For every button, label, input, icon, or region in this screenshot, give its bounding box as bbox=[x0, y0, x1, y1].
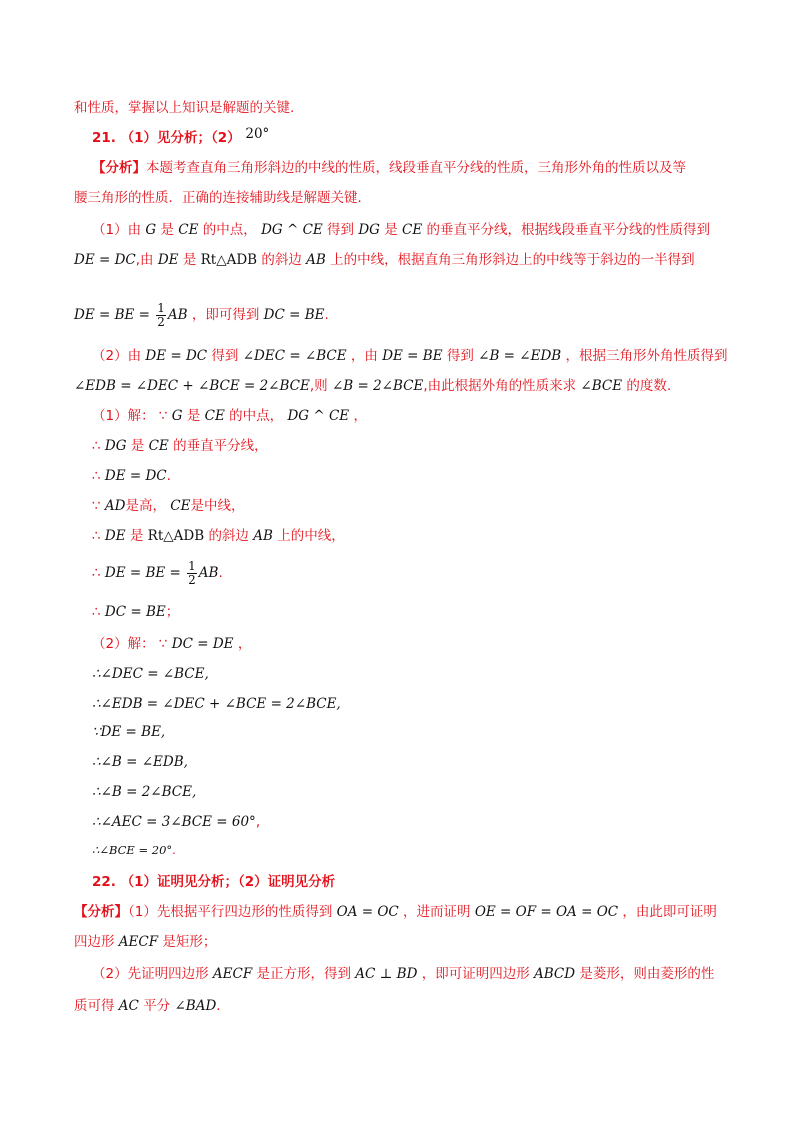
text: ,则 bbox=[309, 378, 328, 394]
math: OA = OC bbox=[336, 904, 399, 920]
fraction-numerator: 1 bbox=[188, 558, 196, 573]
q21-sol2-line-4: ∵DE = BE, bbox=[92, 724, 166, 740]
math: AECF bbox=[212, 966, 253, 982]
math: ∴∠AEC = 3∠BCE = 60° bbox=[92, 814, 256, 830]
therefore-symbol: ∴ bbox=[92, 604, 101, 620]
q21-analysis-line-1 bbox=[92, 158, 686, 178]
math: DC = DE bbox=[171, 636, 234, 652]
text: 是中线， bbox=[190, 498, 245, 514]
math: AB bbox=[253, 528, 273, 544]
q22-header-text: （1）证明见分析；（2）证明见分析 bbox=[120, 874, 336, 890]
math: AC ⊥ BD bbox=[355, 966, 418, 982]
analysis-tag: 【分析】 bbox=[92, 160, 146, 176]
fraction bbox=[187, 560, 197, 587]
text: （2）解： bbox=[92, 636, 155, 652]
previous-answer-tail bbox=[74, 98, 294, 118]
math: AB bbox=[306, 252, 326, 268]
q21-sol1-line-6 bbox=[92, 558, 223, 588]
q21-sol1-line-3 bbox=[92, 466, 171, 486]
text: ； bbox=[165, 604, 180, 620]
therefore-symbol: ∴ bbox=[92, 438, 101, 454]
text: ，由此即可证明 bbox=[622, 904, 717, 920]
text: ， bbox=[237, 636, 252, 652]
q22-a1-line-2 bbox=[74, 932, 216, 952]
q21-a1-line-3 bbox=[74, 300, 329, 330]
math: ABCD bbox=[534, 966, 576, 982]
math: DG ^ CE bbox=[287, 408, 350, 424]
previous-answer-tail-text: 和性质，掌握以上知识是解题的关键. bbox=[74, 100, 295, 116]
math: ∴∠BCE = 20° bbox=[92, 843, 173, 857]
q21-sol2-line-2: ∴∠DEC = ∠BCE, bbox=[92, 666, 209, 682]
math: ∠B = ∠EDB bbox=[478, 348, 562, 364]
math: DC = BE bbox=[104, 604, 166, 620]
text: ， bbox=[353, 408, 367, 424]
math: DE = DC bbox=[104, 468, 167, 484]
math: AECF bbox=[118, 934, 159, 950]
math: Rt△ADB bbox=[200, 252, 258, 268]
q21-sol2-line-8 bbox=[92, 840, 176, 860]
math: AB bbox=[167, 307, 188, 323]
text: . bbox=[166, 468, 171, 484]
text: , bbox=[255, 814, 261, 830]
text: 的斜边 bbox=[261, 252, 302, 268]
text: 是 bbox=[130, 438, 145, 454]
text: 的斜边 bbox=[208, 528, 249, 544]
text: （1）由 bbox=[92, 222, 142, 238]
text: （1）先根据平行四边形的性质得到 bbox=[128, 904, 333, 920]
math: CE bbox=[204, 408, 225, 424]
text: ，即可得到 bbox=[191, 307, 260, 323]
text: 是正方形，得到 bbox=[256, 966, 351, 982]
text: 是 bbox=[160, 222, 174, 238]
math: DE bbox=[104, 528, 126, 544]
text: ，由 bbox=[350, 348, 378, 364]
q21-sol1-line-4 bbox=[92, 496, 244, 516]
q22-a1-line-1 bbox=[74, 902, 717, 922]
text: 上的中线， bbox=[277, 528, 345, 544]
text: 是 bbox=[384, 222, 398, 238]
q21-a2-line-2 bbox=[74, 376, 671, 396]
math: G bbox=[171, 408, 183, 424]
math: CE bbox=[170, 498, 191, 514]
text: 是高， bbox=[125, 498, 166, 514]
text: （2）先证明四边形 bbox=[92, 966, 209, 982]
analysis-text: 本题考查直角三角形斜边的中线的性质，线段垂直平分线的性质，三角形外角的性质以及等 bbox=[146, 160, 686, 176]
q21-sol1-line-1 bbox=[92, 406, 367, 426]
text: 的中点， bbox=[229, 408, 284, 424]
text: . bbox=[324, 307, 329, 323]
math: DC = BE bbox=[263, 307, 325, 323]
q21-sol2-line-5: ∴∠B = ∠EDB, bbox=[92, 754, 188, 770]
q21-a1-line-1 bbox=[92, 220, 710, 240]
math: G bbox=[145, 222, 157, 238]
math: DE = BE bbox=[382, 348, 443, 364]
text: 是 bbox=[129, 528, 144, 544]
text: ，根据三角形外角性质得到 bbox=[565, 348, 728, 364]
q22-a2-line-1 bbox=[92, 964, 714, 984]
q22-number: 22. bbox=[92, 874, 116, 890]
math: DE = BE = bbox=[74, 307, 150, 323]
therefore-symbol: ∴ bbox=[92, 528, 101, 544]
text: （1）解： bbox=[92, 408, 155, 424]
text: 的中点， bbox=[202, 222, 257, 238]
fraction-numerator: 1 bbox=[157, 300, 165, 315]
math: Rt△ADB bbox=[147, 528, 205, 544]
q21-number: 21. bbox=[92, 130, 116, 146]
math: ∠BCE bbox=[580, 378, 623, 394]
math: AD bbox=[104, 498, 126, 514]
math: DE = BE = bbox=[104, 565, 181, 581]
text: 得到 bbox=[327, 222, 355, 238]
analysis-tag: 【分析】 bbox=[74, 904, 128, 920]
text: . bbox=[218, 565, 223, 581]
text: 的垂直平分线， bbox=[173, 438, 268, 454]
math: AB bbox=[198, 565, 219, 581]
text: 的度数. bbox=[626, 378, 672, 394]
text: 是菱形，则由菱形的性 bbox=[579, 966, 715, 982]
fraction-denominator: 2 bbox=[188, 572, 196, 587]
q21-sol2-line-7 bbox=[92, 812, 260, 832]
fraction bbox=[156, 302, 166, 329]
text: 质可得 bbox=[74, 998, 115, 1014]
math: ∠EDB = ∠DEC + ∠BCE = 2∠BCE bbox=[74, 378, 310, 394]
text: . bbox=[216, 998, 221, 1014]
q21-sol1-line-2 bbox=[92, 436, 268, 456]
math: OE = OF = OA = OC bbox=[474, 904, 619, 920]
q21-answer-value: 20° bbox=[245, 126, 270, 142]
math: ∠DEC = ∠BCE bbox=[242, 348, 347, 364]
text: 是 bbox=[186, 408, 201, 424]
text: ,由此根据外角的性质来求 bbox=[423, 378, 577, 394]
text: 得到 bbox=[446, 348, 474, 364]
math: DE bbox=[157, 252, 179, 268]
text: ，进而证明 bbox=[403, 904, 471, 920]
text: ，即可证明四边形 bbox=[421, 966, 530, 982]
therefore-symbol: ∴ bbox=[92, 468, 101, 484]
text: 得到 bbox=[211, 348, 239, 364]
math: ∠B = 2∠BCE bbox=[331, 378, 424, 394]
math: AC bbox=[118, 998, 139, 1014]
q21-sol2-line-3: ∴∠EDB = ∠DEC + ∠BCE = 2∠BCE, bbox=[92, 696, 341, 712]
math: DG bbox=[358, 222, 380, 238]
text: 是 bbox=[182, 252, 197, 268]
q21-sol2-line-6: ∴∠B = 2∠BCE, bbox=[92, 784, 197, 800]
text: 平分 bbox=[143, 998, 171, 1014]
q21-header bbox=[92, 128, 269, 148]
q22-header bbox=[92, 872, 335, 892]
q21-sol1-line-7 bbox=[92, 602, 179, 622]
text: ,由 bbox=[135, 252, 154, 268]
q21-sol2-line-1 bbox=[92, 634, 251, 654]
text: 上的中线，根据直角三角形斜边上的中线等于斜边的一半得到 bbox=[330, 252, 695, 268]
q21-header-text: （1）见分析；（2） bbox=[120, 130, 241, 146]
math: ∠BAD bbox=[174, 998, 217, 1014]
math: DG bbox=[104, 438, 127, 454]
math: DG ^ CE bbox=[261, 222, 323, 238]
fraction-denominator: 2 bbox=[157, 314, 165, 329]
q21-analysis-line-2 bbox=[74, 188, 371, 208]
q21-a2-line-1 bbox=[92, 346, 728, 366]
text: . bbox=[172, 843, 176, 857]
text: 的垂直平分线，根据线段垂直平分线的性质得到 bbox=[426, 222, 711, 238]
text: 是矩形； bbox=[162, 934, 217, 950]
q21-a1-line-2 bbox=[74, 250, 695, 270]
math: CE bbox=[148, 438, 169, 454]
because-symbol: ∵ bbox=[158, 408, 168, 424]
math: CE bbox=[178, 222, 199, 238]
math: CE bbox=[402, 222, 423, 238]
math: DE = DC bbox=[74, 252, 136, 268]
analysis-text: 腰三角形的性质．正确的连接辅助线是解题关键． bbox=[74, 190, 371, 206]
math: DE = DC bbox=[145, 348, 208, 364]
q22-a2-line-2 bbox=[74, 996, 221, 1016]
because-symbol: ∵ bbox=[158, 636, 168, 652]
because-symbol: ∵ bbox=[92, 498, 101, 514]
q21-sol1-line-5 bbox=[92, 526, 345, 546]
therefore-symbol: ∴ bbox=[92, 565, 101, 581]
text: （2）由 bbox=[92, 348, 142, 364]
text: 四边形 bbox=[74, 934, 115, 950]
